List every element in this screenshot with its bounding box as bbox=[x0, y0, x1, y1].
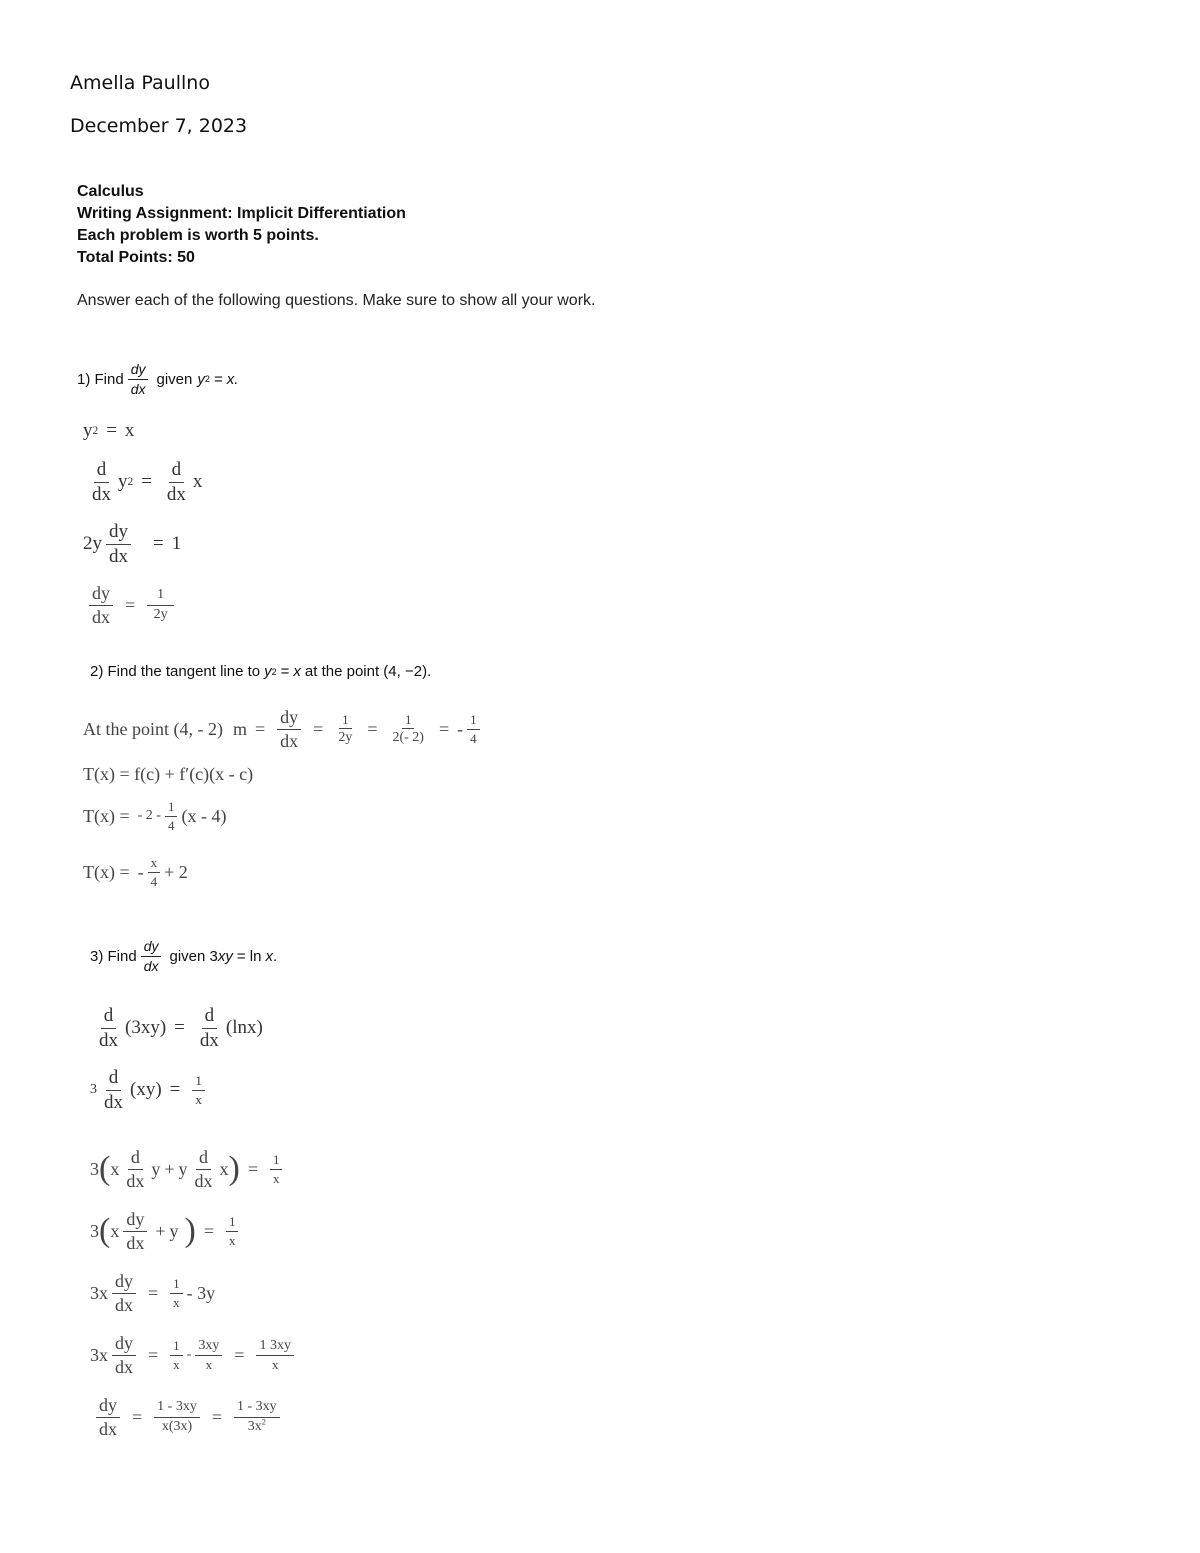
q3-derivative: $\frac{dy}{dx}$ bbox=[141, 939, 162, 973]
s1-line-1: y 2 = x bbox=[83, 420, 135, 441]
s1-line-4: $\frac{dy}{dx}$ = $\frac{1}{2y}$ bbox=[85, 584, 178, 627]
course-name: Calculus bbox=[77, 183, 144, 200]
s3-line-5: 3x $\frac{dy}{dx}$ = $\frac{1}{x}$ - 3y bbox=[90, 1271, 216, 1315]
s1-line-2: $\frac{d}{dx}$ y 2 = $\frac{d}{dx}$ x bbox=[92, 459, 203, 505]
question-2: 2) Find the tangent line to y 2 = x at the point (4, −2). bbox=[90, 663, 432, 680]
s2-tangent-line: T(x) = - 2 - $\frac{1}{4}$ (x - 4) bbox=[83, 799, 227, 833]
s2-slope-line: At the point (4, - 2) m = $\frac{dy}{dx}$ = $\frac{1}{2y}$ = $\frac{1}{2(- 2)}$ = - $\frac{1}{4}$ bbox=[83, 708, 484, 751]
s2-taylor-line: T(x) = f(c) + f′(c)(x - c) bbox=[83, 764, 254, 784]
student-name: Amella Paullno bbox=[70, 72, 210, 94]
s3-line-1: $\frac{d}{dx}$ (3xy) = $\frac{d}{dx}$ (lnx) bbox=[99, 1005, 263, 1051]
question-3: 3) Find $\frac{dy}{dx}$ given 3 xy = ln x . bbox=[90, 938, 278, 974]
s3-line-3: 3 ( x $\frac{d}{dx}$ y + y $\frac{d}{dx}$ x ) = $\frac{1}{x}$ bbox=[90, 1148, 286, 1191]
s3-line-7: $\frac{dy}{dx}$ = $\frac{1 - 3xy}{x(3x)}$ = $\frac{1 - 3xy}{3x^2}$ bbox=[92, 1396, 284, 1439]
s1-line-3: 2y $\frac{dy}{dx}$ = 1 bbox=[83, 521, 182, 567]
submission-date: December 7, 2023 bbox=[70, 115, 248, 137]
s3-line-2: 3 $\frac{d}{dx}$ (xy) = $\frac{1}{x}$ bbox=[90, 1068, 209, 1113]
s3-line-4: 3 ( x $\frac{dy}{dx}$ + y ) = $\frac{1}{x}$ bbox=[90, 1210, 242, 1253]
assignment-title: Writing Assignment: Implicit Differentiation bbox=[77, 205, 406, 222]
assignment-header bbox=[77, 181, 406, 269]
total-points: Total Points: 50 bbox=[77, 249, 195, 266]
q1-prefix: 1) Find bbox=[77, 370, 124, 388]
question-1: 1) Find $\frac{dy}{dx}$ given y 2 = x. bbox=[77, 361, 239, 397]
instructions: Answer each of the following questions. Make sure to show all your work. bbox=[77, 292, 596, 309]
s3-line-6: 3x $\frac{dy}{dx}$ = $\frac{1}{x}$ - $\frac{3xy}{x}$ = $\frac{1 3xy}{x}$ bbox=[90, 1334, 298, 1377]
points-note: Each problem is worth 5 points. bbox=[77, 227, 319, 244]
s2-tangent-simplified: T(x) = - $\frac{x}{4}$ + 2 bbox=[83, 855, 188, 889]
q1-derivative: $\frac{dy}{dx}$ bbox=[128, 362, 149, 396]
